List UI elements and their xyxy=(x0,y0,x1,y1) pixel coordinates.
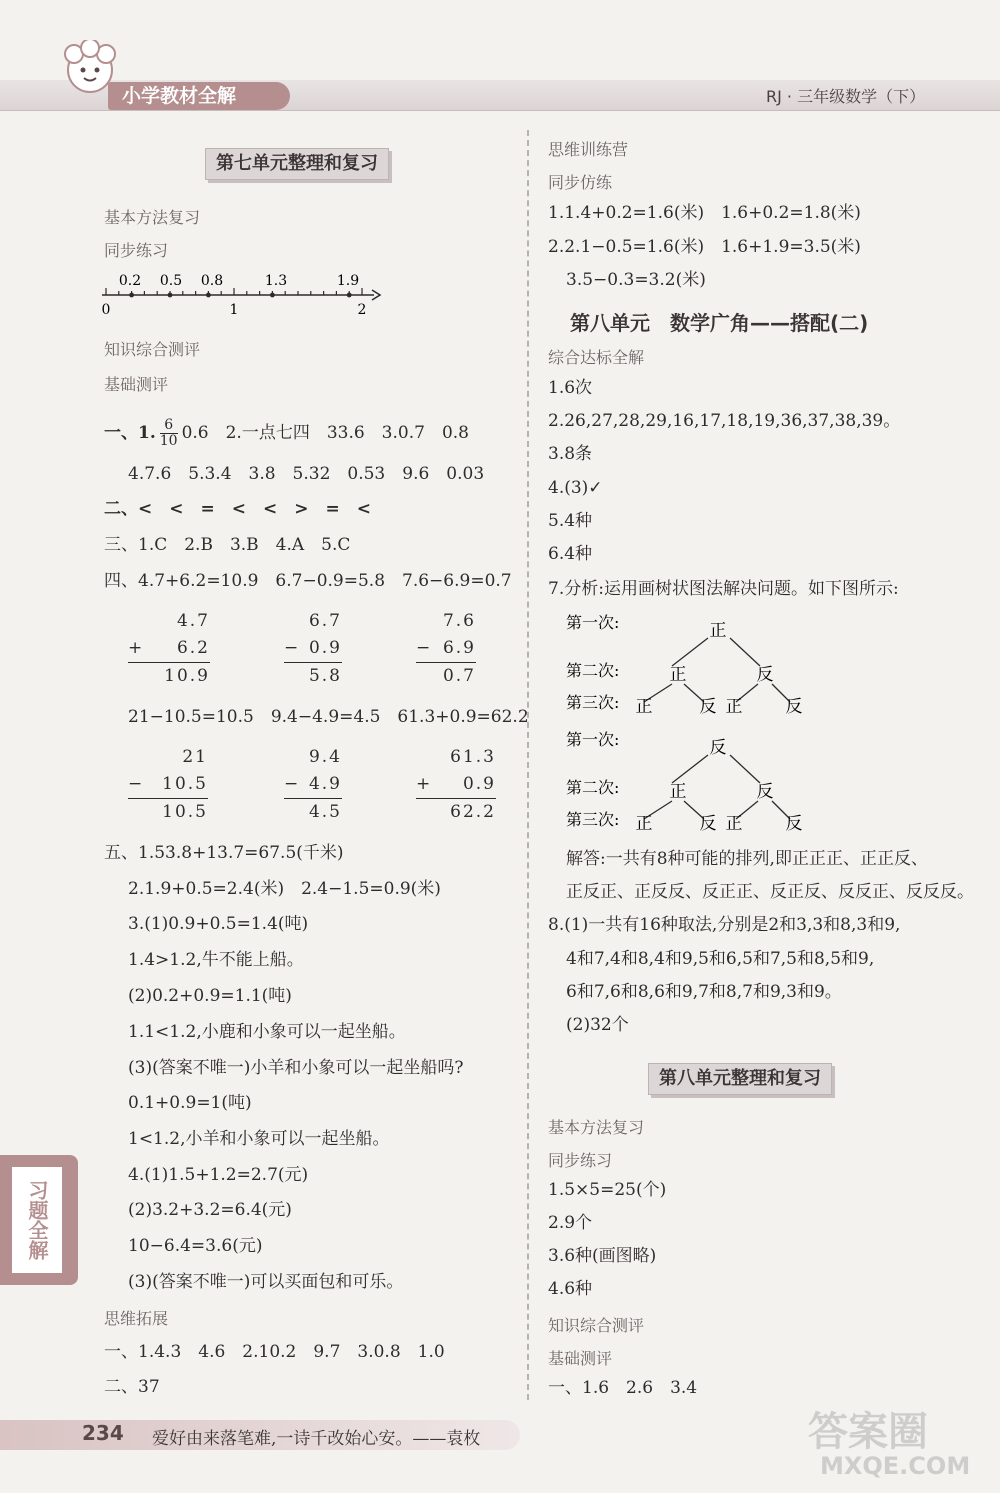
tree1-label-2: 第二次: xyxy=(566,661,620,680)
answer-4b: 21−10.5=10.5 9.4−4.9=4.5 61.3+0.9=62.2 xyxy=(128,707,529,727)
unit8-title: 第八单元 数学广角——搭配(二) xyxy=(570,311,869,335)
review8-answer-1: 1.5×5=25(个) xyxy=(548,1180,667,1200)
unit8-answer-6: 6.4种 xyxy=(548,544,593,564)
tree1-leaf-1: 正 xyxy=(635,697,653,717)
answer-5-6: 1.1<1.2,小鹿和小象可以一起坐船。 xyxy=(128,1022,406,1042)
nl-top-3: 1.3 xyxy=(264,273,288,289)
answer-5-5: (2)0.2+0.9=1.1(吨) xyxy=(128,986,292,1006)
tree1-label-3: 第三次: xyxy=(566,693,620,712)
nl-top-4: 1.9 xyxy=(336,273,360,289)
unit8-answer-4: 4.(3)✓ xyxy=(548,478,603,498)
unit8-answer-2: 2.26,27,28,29,16,17,18,19,36,37,38,39。 xyxy=(548,411,901,431)
side-tab-label: 习题全解 xyxy=(12,1167,62,1273)
section-comprehensive: 综合达标全解 xyxy=(548,348,645,367)
answer-2: 二、< < = < < > = < xyxy=(104,499,371,519)
answer-8-c: 6和7,6和8,6和9,7和8,7和9,3和9。 xyxy=(566,982,842,1002)
answer-5-2: 2.1.9+0.5=2.4(米) 2.4−1.5=0.9(米) xyxy=(128,879,441,899)
answer-3: 三、1.C 2.B 3.B 4.A 5.C xyxy=(104,535,351,555)
answer-8-d: (2)32个 xyxy=(566,1015,629,1035)
answer-5-13: (3)(答案不唯一)可以买面包和可乐。 xyxy=(128,1272,404,1292)
review8-answer-2: 2.9个 xyxy=(548,1213,593,1233)
page-number: 234 xyxy=(82,1421,124,1445)
watermark-url: MXQE.COM xyxy=(820,1452,971,1480)
vertical-calc-4: 21 − 10.5 10.5 xyxy=(128,747,208,822)
vertical-calc-6: 61.3 + 0.9 62.2 xyxy=(416,747,496,822)
answer-5-10: 4.(1)1.5+1.2=2.7(元) xyxy=(128,1165,309,1185)
nl-top-0: 0.2 xyxy=(118,273,142,289)
vertical-calc-2: 6.7 − 0.9 5.8 xyxy=(284,611,342,686)
tree1-root: 正 xyxy=(709,621,727,641)
right-answer-1: 1.1.4+0.2=1.6(米) 1.6+0.2=1.8(米) xyxy=(548,203,861,223)
tree2-label-2: 第二次: xyxy=(566,778,620,797)
answer-5-8: 0.1+0.9=1(吨) xyxy=(128,1093,252,1113)
tree1-label-1: 第一次: xyxy=(566,613,620,632)
tree1-leaf-3: 正 xyxy=(725,697,743,717)
answer-7-b: 正反正、正反反、反正正、反正反、反反正、反反反。 xyxy=(566,882,974,902)
section-sync-imitation: 同步仿练 xyxy=(548,173,613,192)
tree1-leaf-2: 反 xyxy=(699,697,717,717)
review8-answer-3: 3.6种(画图略) xyxy=(548,1246,657,1266)
section-sync-practice-2: 同步练习 xyxy=(548,1151,613,1170)
review8-answer-4: 4.6种 xyxy=(548,1279,593,1299)
answer-5-4: 1.4>1.2,牛不能上船。 xyxy=(128,950,304,970)
answer-5-7: (3)(答案不唯一)小羊和小象可以一起坐船吗? xyxy=(128,1058,464,1078)
vertical-calc-5: 9.4 − 4.9 4.5 xyxy=(284,747,342,822)
tree2-leaf-2: 反 xyxy=(699,814,717,834)
answer-5-12: 10−6.4=3.6(元) xyxy=(128,1236,263,1256)
tree2-leaf-3: 正 xyxy=(725,814,743,834)
section-thinking-camp: 思维训练营 xyxy=(548,140,629,159)
section-sync-practice: 同步练习 xyxy=(104,241,169,260)
answer-5-11: (2)3.2+3.2=6.4(元) xyxy=(128,1200,292,1220)
grade-subject: RJ · 三年级数学（下） xyxy=(766,87,926,106)
extension-2: 二、37 xyxy=(104,1377,160,1397)
answer-5-1: 五、1.53.8+13.7=67.5(千米) xyxy=(104,843,344,863)
unit8-answer-7: 7.分析:运用画树状图法解决问题。如下图所示: xyxy=(548,579,899,599)
nl-bottom-0: 0 xyxy=(101,302,111,318)
answer-4: 四、4.7+6.2=10.9 6.7−0.9=5.8 7.6−6.9=0.7 xyxy=(104,571,512,591)
tree2-leaf-1: 正 xyxy=(635,814,653,834)
number-line xyxy=(96,268,386,320)
unit8-review-heading: 第八单元整理和复习 xyxy=(648,1063,832,1095)
tree2-label-3: 第三次: xyxy=(566,810,620,829)
tree-diagram-2 xyxy=(560,725,820,840)
nl-top-2: 0.8 xyxy=(200,273,224,289)
section-knowledge-test-2: 知识综合测评 xyxy=(548,1316,645,1335)
book-title: 小学教材全解 xyxy=(108,82,290,110)
right-answer-2: 2.2.1−0.5=1.6(米) 1.6+1.9=3.5(米) xyxy=(548,237,861,257)
answer-8-a: 8.(1)一共有16种取法,分别是2和3,3和8,3和9, xyxy=(548,915,901,935)
tree1-node-1: 正 xyxy=(669,665,687,685)
review8-answer-5: 一、1.6 2.6 3.4 xyxy=(548,1378,698,1398)
answer-1a: 一、1. $\frac{6}{10}$ 0.6 2.一点七四 33.6 3.0.7 0.8 xyxy=(104,417,469,449)
nl-bottom-2: 2 xyxy=(357,302,367,318)
tree2-label-1: 第一次: xyxy=(566,730,620,749)
watermark xyxy=(808,1400,998,1490)
unit7-review-heading: 第七单元整理和复习 xyxy=(205,148,389,180)
tree1-node-2: 反 xyxy=(756,665,774,685)
column-divider xyxy=(527,130,529,1400)
answer-8-b: 4和7,4和8,4和9,5和6,5和7,5和8,5和9, xyxy=(566,949,875,969)
nl-top-1: 0.5 xyxy=(159,273,183,289)
tree-diagram-1 xyxy=(560,608,820,723)
nl-bottom-1: 1 xyxy=(229,302,239,318)
right-answer-3: 3.5−0.3=3.2(米) xyxy=(566,270,706,290)
section-basic-method: 基本方法复习 xyxy=(104,208,201,227)
vertical-calc-1: 4.7 + 6.2 10.9 xyxy=(128,611,210,686)
answer-5-3: 3.(1)0.9+0.5=1.4(吨) xyxy=(128,914,309,934)
tree2-node-2: 反 xyxy=(756,782,774,802)
vertical-calc-3: 7.6 − 6.9 0.7 xyxy=(416,611,476,686)
answer-1b: 4.7.6 5.3.4 3.8 5.32 0.53 9.6 0.03 xyxy=(128,464,485,484)
extension-1: 一、1.4.3 4.6 2.10.2 9.7 3.0.8 1.0 xyxy=(104,1342,445,1362)
unit8-answer-1: 1.6次 xyxy=(548,378,593,398)
tree1-leaf-4: 反 xyxy=(785,697,803,717)
answer-5-9: 1<1.2,小羊和小象可以一起坐船。 xyxy=(128,1129,390,1149)
answer-7-a: 解答:一共有8种可能的排列,即正正正、正正反、 xyxy=(566,849,928,869)
unit8-answer-5: 5.4种 xyxy=(548,511,593,531)
section-basic-test-2: 基础测评 xyxy=(548,1349,613,1368)
section-basic-test: 基础测评 xyxy=(104,375,169,394)
tree2-node-1: 正 xyxy=(669,782,687,802)
tree2-root: 反 xyxy=(709,738,727,758)
unit8-answer-3: 3.8条 xyxy=(548,444,593,464)
section-knowledge-test: 知识综合测评 xyxy=(104,340,201,359)
tree2-leaf-4: 反 xyxy=(785,814,803,834)
section-thinking-extension: 思维拓展 xyxy=(104,1309,169,1328)
watermark-text: 答案圈 xyxy=(808,1409,928,1455)
section-basic-method-2: 基本方法复习 xyxy=(548,1118,645,1137)
side-tab xyxy=(0,1155,78,1285)
footer-quote: 爱好由来落笔难,一诗千改始心安。——袁枚 xyxy=(152,1429,481,1449)
